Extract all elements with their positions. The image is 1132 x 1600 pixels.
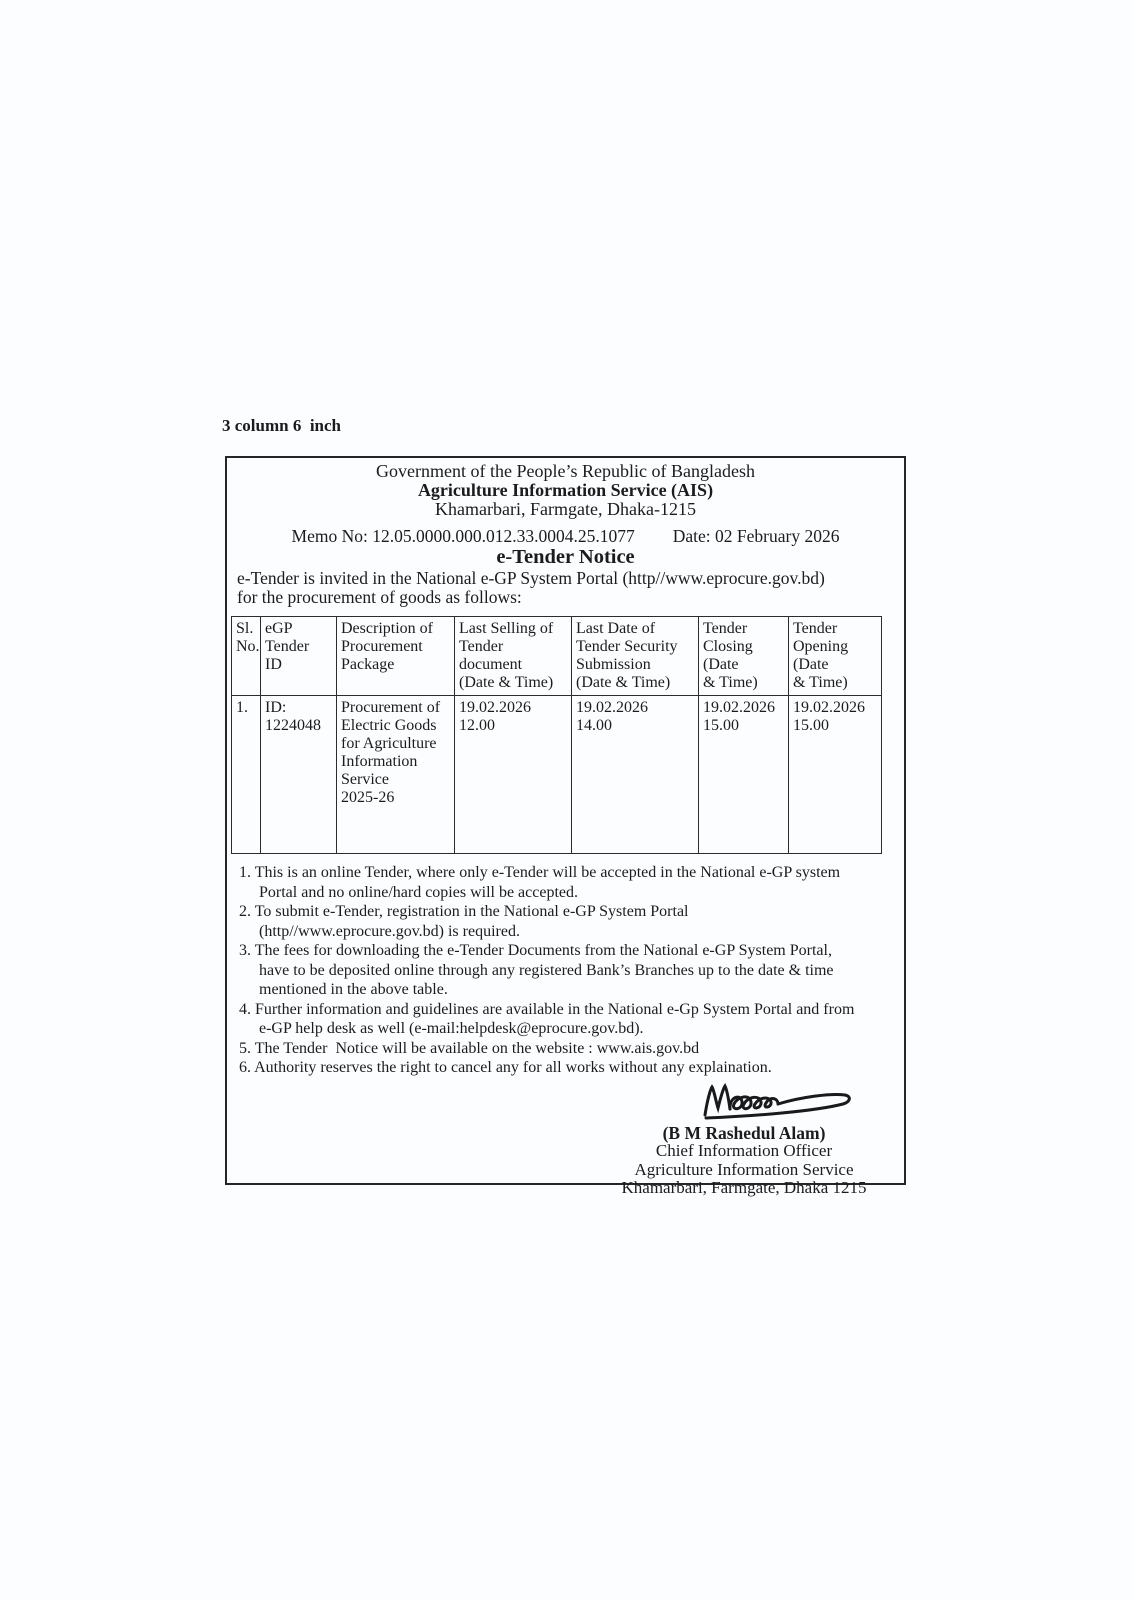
cell-tender-closing: 19.02.2026 15.00 xyxy=(699,696,789,854)
cell-description: Procurement of Electric Goods for Agriculture Information Service 2025-26 xyxy=(337,696,455,854)
notice-title: e-Tender Notice xyxy=(496,546,635,568)
note-line: 5. The Tender Notice will be available on the website : www.ais.gov.bd xyxy=(239,1039,700,1057)
header-sl-no: Sl. No. xyxy=(232,617,261,696)
note-line: Portal and no online/hard copies will be accepted. xyxy=(259,883,579,901)
note-line: 2. To submit e-Tender, registration in the National e-GP System Portal xyxy=(239,903,689,920)
organization-address: Khamarbari, Farmgate, Dhaka-1215 xyxy=(435,499,696,519)
cell-security-submission: 19.02.2026 14.00 xyxy=(572,696,699,854)
header-tender-opening: Tender Opening (Date & Time) xyxy=(789,617,882,696)
signatory-name: (B M Rashedul Alam) xyxy=(662,1122,826,1143)
header-tender-closing: Tender Closing (Date & Time) xyxy=(699,617,789,696)
note-line: 3. The fees for downloading the e-Tender Documents from the National e-GP System Portal, xyxy=(239,942,832,959)
notes-list xyxy=(239,863,896,1078)
column-size-label: 3 column 6 inch xyxy=(222,416,342,435)
note-line: 6. Authority reserves the right to cancel any for all works without any explaination. xyxy=(239,1059,772,1076)
tender-table xyxy=(231,616,882,854)
signatory-address: Khamarbari, Farmgate, Dhaka 1215 xyxy=(621,1178,867,1197)
header-last-selling: Last Selling of Tender document (Date & Time) xyxy=(455,617,572,696)
header-description: Description of Procurement Package xyxy=(337,617,455,696)
intro-line: for the procurement of goods as follows: xyxy=(237,587,522,607)
signature-block xyxy=(614,1080,874,1198)
signatory-title: Chief Information Officer xyxy=(655,1141,833,1160)
table-row xyxy=(232,696,882,854)
table-header-row xyxy=(232,617,882,696)
note-line: have to be deposited online through any registered Bank’s Branches up to the date & time xyxy=(259,961,834,979)
tender-notice-document xyxy=(225,456,906,1197)
memo-date: Date: 02 February 2026 xyxy=(672,526,840,546)
note-line: mentioned in the above table. xyxy=(259,981,448,998)
note-line: (http//www.eprocure.gov.bd) is required. xyxy=(259,922,520,940)
note-line: 1. This is an online Tender, where only e-Tender will be accepted in the National e-GP system xyxy=(239,864,841,881)
header-egp-tender-id: eGP Tender ID xyxy=(261,617,337,696)
handwritten-signature-icon xyxy=(698,1080,858,1124)
intro-line: e-Tender is invited in the National e-GP System Portal (http//www.eprocure.gov.bd) xyxy=(237,568,825,588)
cell-last-selling: 19.02.2026 12.00 xyxy=(455,696,572,854)
memo-row xyxy=(227,527,904,546)
cell-sl-no: 1. xyxy=(232,696,261,854)
cell-egp-tender-id: ID: 1224048 xyxy=(261,696,337,854)
note-line: e-GP help desk as well (e-mail:helpdesk@eprocure.gov.bd). xyxy=(259,1020,644,1037)
cell-tender-opening: 19.02.2026 15.00 xyxy=(789,696,882,854)
note-line: 4. Further information and guidelines are available in the National e-Gp System Portal and from xyxy=(239,1000,855,1018)
organization-header: Agriculture Information Service (AIS) xyxy=(417,480,714,500)
memo-number: Memo No: 12.05.0000.000.012.33.0004.25.1077 xyxy=(291,526,635,546)
signatory-organization: Agriculture Information Service xyxy=(634,1159,854,1179)
government-header: Government of the People’s Republic of Bangladesh xyxy=(376,461,755,481)
intro-paragraph xyxy=(237,569,892,607)
header-security-submission: Last Date of Tender Security Submission (Date & Time) xyxy=(572,617,699,696)
